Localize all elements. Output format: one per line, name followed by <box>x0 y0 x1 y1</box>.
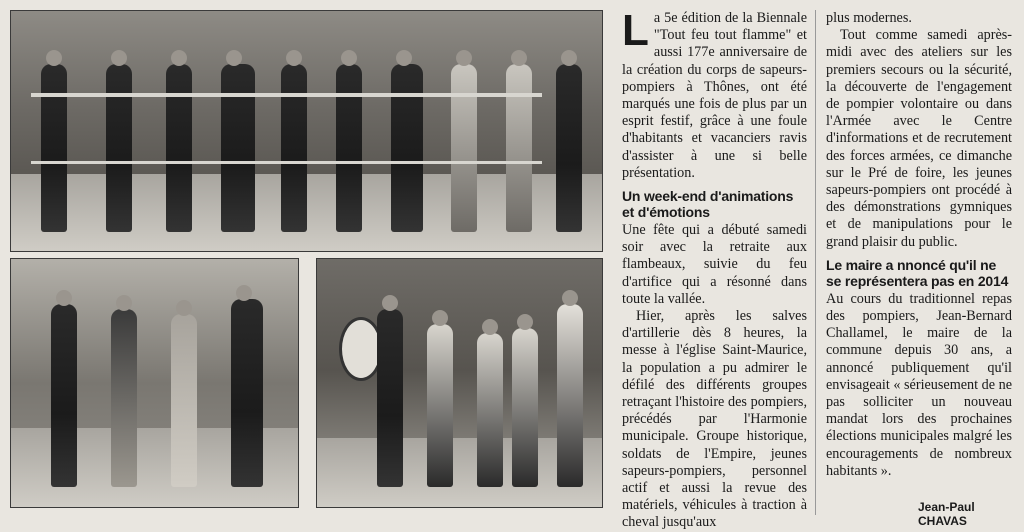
photo-historic-group <box>10 258 299 508</box>
article-column-1 <box>622 6 807 532</box>
lead-text: a 5e édition de la Biennale "Tout feu tout flamme" et aussi 177e anniversaire de la création du corps de sapeurs-pompiers à Thônes, ont été marqués une fois de plus par un esprit festif, grâce à une foule d'habitants et vacanciers ravis d'assister à une si belle présentation. <box>622 10 807 181</box>
paragraph-repas: Au cours du traditionnel repas des pompiers, Jean-Bernard Challamel, le maire de la commune depuis 30 ans, a annoncé publiquement qu'il envisageait « sérieusement de ne pas solliciter un nouveau mandat lors des prochaines élections municipales malgré les encouragements de nombreux habitants ». <box>826 290 1012 479</box>
column-divider <box>815 10 816 515</box>
dropcap: L <box>622 6 649 55</box>
paragraph-samedi: Tout comme samedi après-midi avec des ateliers sur les premiers secours ou la sécurité, la découverte de l'engagement de pompier volontaire ou dans l'Armée avec le Centre d'informations et de recrutement des forces armées, ce dimanche sur le Pré de foire, les jeunes sapeurs-pompiers ont procédé à des démonstrations gymniques et de manipulations pour le grand plaisir du public. <box>826 27 1012 250</box>
article-column-2 <box>826 10 1012 480</box>
paragraph-continuation: plus modernes. <box>826 10 912 26</box>
photo-harmonie-parade <box>316 258 603 508</box>
paragraph-fete: Une fête qui a débuté samedi soir avec la retraite aux flambeaux, suivie du feu d'artifice qui a résonné dans toute la vallée. <box>622 222 807 307</box>
subheading-animations: Un week-end d'animations et d'émotions <box>622 188 794 221</box>
article-lead <box>622 6 807 182</box>
paragraph-hier: Hier, après les salves d'artillerie dès 8 heures, la messe à l'église Saint-Maurice, la population a pu admirer le défilé des différents groupes retraçant l'histoire des pompiers, précédés par l'Harmonie municipale. Groupe historique, soldats de l'Empire, jeunes sapeurs-pompiers, personnel actif et aussi la revue des matériels, véhicules à traction à cheval jusqu'aux <box>622 308 807 531</box>
byline: Jean-Paul CHAVAS <box>918 500 975 528</box>
subheading-maire: Le maire a nnoncé qu'il ne se représentera pas en 2014 <box>826 256 1009 289</box>
photo-firefighters-lineup <box>10 10 603 252</box>
